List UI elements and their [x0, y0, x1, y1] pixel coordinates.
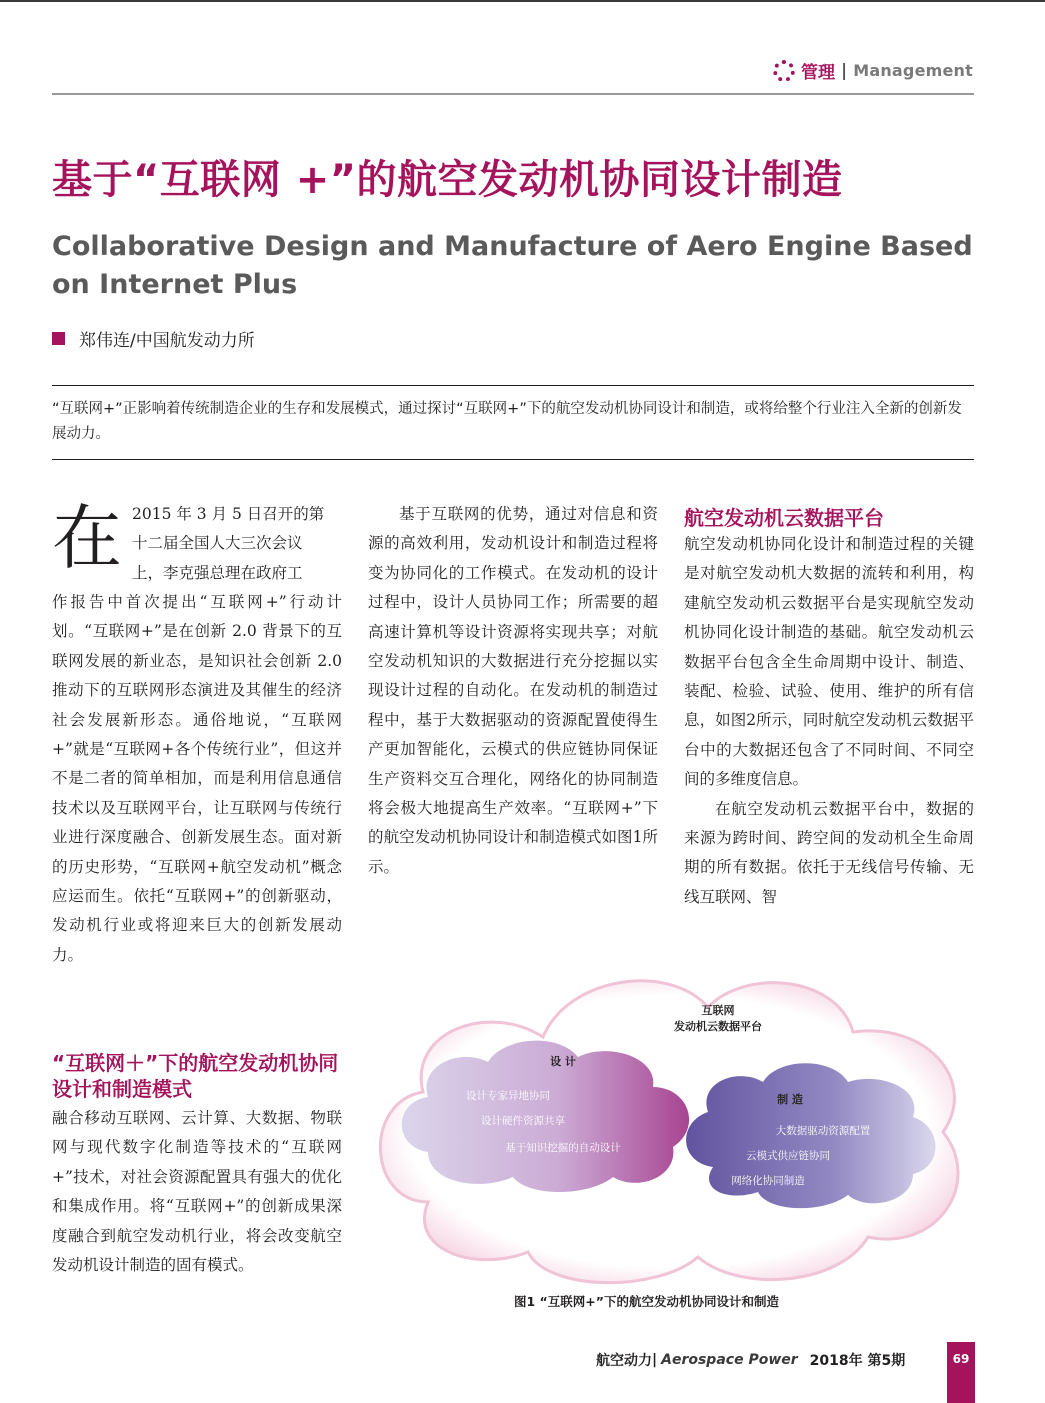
paragraph: 作报告中首次提出“互联网+”行动计划。“互联网+”是在创新 2.0 背景下的互联网发展的新业态，是知识社会创新 2.0 推动下的互联网形态演进及其催生的经济社会发展新形态。通俗地说，“互联网+”就是“互联网+各个传统行业”，但这并不是二者的简单相加，而是利用信息通信技术以及互联网平台，让互联网与传统行业进行深度融合、创新发展生态。面对新的历史形势，“互联网+航空发动机”概念应运而生。依托“互联网+”的创新驱动，发动机行业或将迎来巨大的创新发展动力。	[52, 593, 342, 964]
article-title-en: Collaborative Design and Manufacture of Aero Engine Based on Internet Plus	[52, 231, 973, 300]
col1-paragraph-1	[52, 588, 342, 970]
outer-title-1: 互联网	[701, 1004, 735, 1017]
journal-separator: |	[652, 1352, 658, 1368]
section-separator: |	[841, 60, 848, 81]
subhead-collaborative-mode: “互联网＋”下的航空发动机协同设计和制造模式	[52, 1051, 339, 1101]
journal-name-zh: 航空动力	[596, 1353, 652, 1369]
subhead-cloud-platform: 航空发动机云数据平台	[684, 506, 884, 530]
mfg-title: 制 造	[777, 1093, 803, 1106]
col1-cap-lines	[132, 500, 342, 588]
paragraph: 融合移动互联网、云计算、大数据、物联网与现代数字化制造等技术的“互联网+”技术，对社会资源配置具有强大的优化和集成作用。将“互联网+”的创新成果深度融合到航空发动机行业，将会改变航空发动机设计制造的固有模式。	[52, 1109, 342, 1275]
figure-cloud-diagram	[368, 952, 973, 1292]
cap-line-1: 2015 年 3 月 5 日召开的第	[132, 505, 325, 523]
gear-icon	[773, 60, 795, 82]
page-number: 69	[947, 1342, 975, 1403]
abstract: “互联网+”正影响着传统制造企业的生存和发展模式，通过探讨“互联网+”下的航空发动机协同设计和制造，或将给整个行业注入全新的创新发展动力。	[52, 401, 962, 442]
article-title-zh: 基于“互联网 +”的航空发动机协同设计制造	[52, 157, 843, 203]
outer-title-2: 发动机云数据平台	[674, 1020, 762, 1033]
journal-name-en: Aerospace Power	[661, 1352, 798, 1368]
mfg-item-2: 云模式供应链协同	[746, 1150, 830, 1162]
col2-paragraph-1	[368, 500, 658, 882]
mfg-item-3: 网络化协同制造	[731, 1175, 805, 1187]
design-title: 设 计	[550, 1055, 576, 1068]
paragraph: 在航空发动机云数据平台中，数据的来源为跨时间、跨空间的发动机全生命周期的所有数据。依托于无线信号传输、无线互联网、智	[684, 799, 974, 906]
paragraph: 基于互联网的优势，通过对信息和资源的高效利用，发动机设计和制造过程将变为协同化的工作模式。在发动机的设计过程中，设计人员协同工作；所需要的超高速计算机等设计资源将实现共享；对航空发动机知识的大数据进行充分挖掘以实现设计过程的自动化。在发动机的制造过程中，基于大数据驱动的资源配置使得生产更加智能化，云模式的供应链协同保证生产资料交互合理化，网络化的协同制造将会极大地提高生产效率。“互联网+”下的航空发动机协同设计和制造模式如图1所示。	[368, 505, 658, 876]
abstract-top-rule	[52, 385, 974, 386]
author-square-icon	[52, 332, 65, 345]
section-tag	[773, 58, 973, 83]
design-item-1: 设计专家异地协同	[466, 1090, 550, 1102]
author-name: 郑伟连/中国航发动力所	[79, 331, 255, 351]
cap-line-2: 十二届全国人大三次会议	[132, 534, 303, 553]
design-item-3: 基于知识挖掘的自动设计	[505, 1142, 621, 1154]
section-name-zh: 管理	[801, 63, 835, 83]
header-rule	[52, 93, 974, 95]
cap-line-3: 上，李克强总理在政府工	[132, 563, 303, 582]
abstract-bottom-rule	[52, 459, 974, 460]
footer	[596, 1350, 905, 1370]
issue: 2018年 第5期	[809, 1353, 906, 1369]
col1-paragraph-2	[52, 1104, 342, 1280]
mfg-item-1: 大数据驱动资源配置	[775, 1125, 871, 1137]
top-rule	[0, 0, 1045, 2]
figure-caption: 图1 “互联网+”下的航空发动机协同设计和制造	[514, 1294, 779, 1309]
section-name-en: Management	[853, 61, 973, 80]
author-line	[52, 326, 255, 351]
paragraph: 航空发动机协同化设计和制造过程的关键是对航空发动机大数据的流转和利用，构建航空发动机云数据平台是实现航空发动机协同化设计制造的基础。航空发动机云数据平台包含全生命周期中设计、制造、装配、检验、试验、使用、维护的所有信息，如图2所示，同时航空发动机云数据平台中的大数据还包含了不同时间、不同空间的多维度信息。	[684, 535, 974, 789]
design-item-2: 设计硬件资源共享	[481, 1115, 565, 1127]
drop-cap: 在	[52, 497, 122, 579]
col3-paragraph-1	[684, 530, 974, 912]
